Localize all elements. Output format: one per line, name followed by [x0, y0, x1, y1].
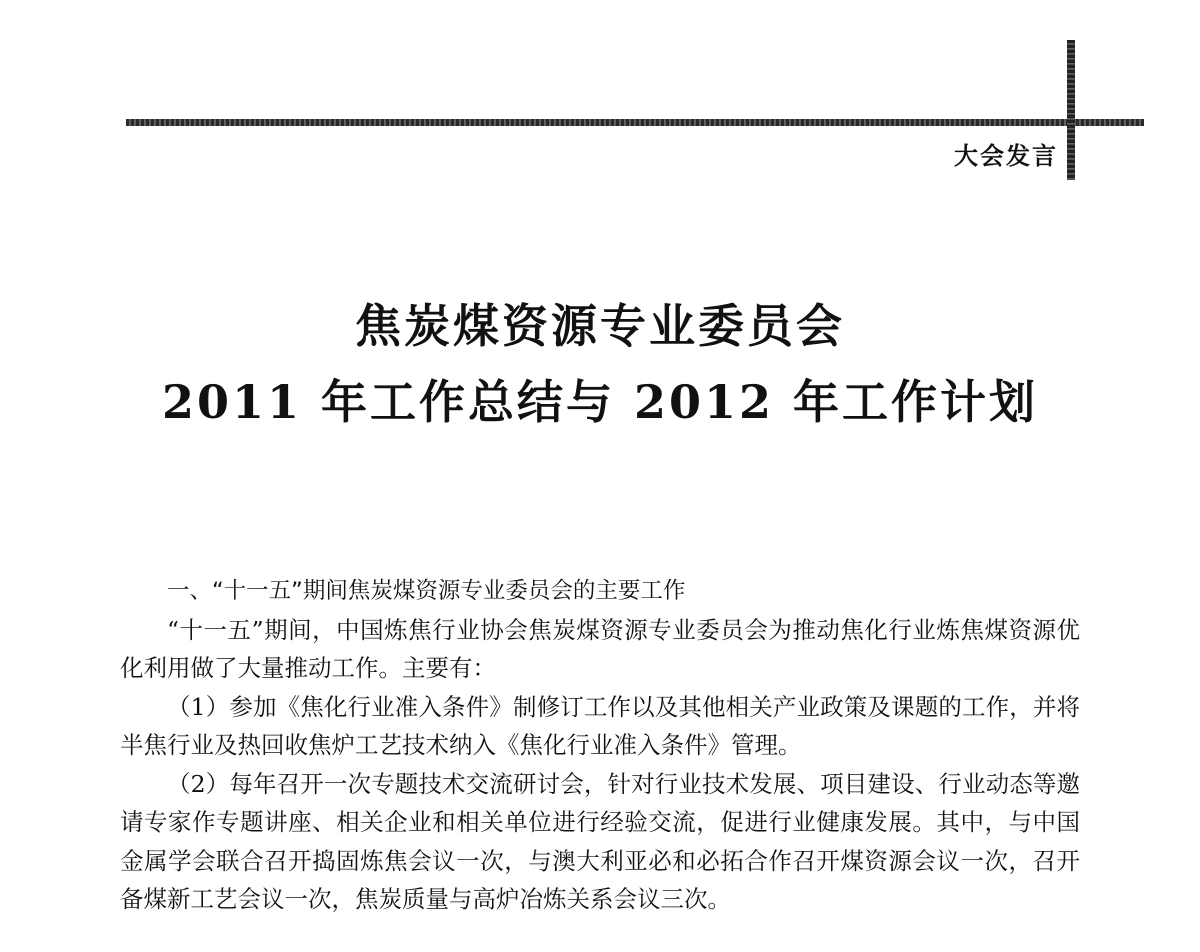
- section-label: 大会发言: [954, 142, 1058, 170]
- header-vertical-bar: [1067, 40, 1075, 180]
- paragraph-2: （1）参加《焦化行业准入条件》制修订工作以及其他相关产业政策及课题的工作，并将半焦行业及热回收焦炉工艺技术纳入《焦化行业准入条件》管理。: [120, 692, 1080, 759]
- header-rule: [126, 119, 1144, 126]
- section-heading: 一、“十一五”期间焦炭煤资源专业委员会的主要工作: [167, 578, 686, 604]
- title-line-2: 2011 年工作总结与 2012 年工作计划: [161, 375, 1039, 429]
- paragraph-3: （2）每年召开一次专题技术交流研讨会，针对行业技术发展、项目建设、行业动态等邀请专家作专题讲座、相关企业和相关单位进行经验交流，促进行业健康发展。其中，与中国金属学会联合召开捣固炼焦会议一次，与澳大利亚必和必拓合作召开煤资源会议一次，召开备煤新工艺会议一次，焦炭质量与高炉冶炼关系会议三次。: [120, 769, 1080, 913]
- paragraph-1: “十一五”期间，中国炼焦行业协会焦炭煤资源专业委员会为推动焦化行业炼焦煤资源优化利用做了大量推动工作。主要有：: [120, 615, 1080, 682]
- body-text: [120, 572, 1080, 919]
- title-line-1: 焦炭煤资源专业委员会: [355, 299, 845, 353]
